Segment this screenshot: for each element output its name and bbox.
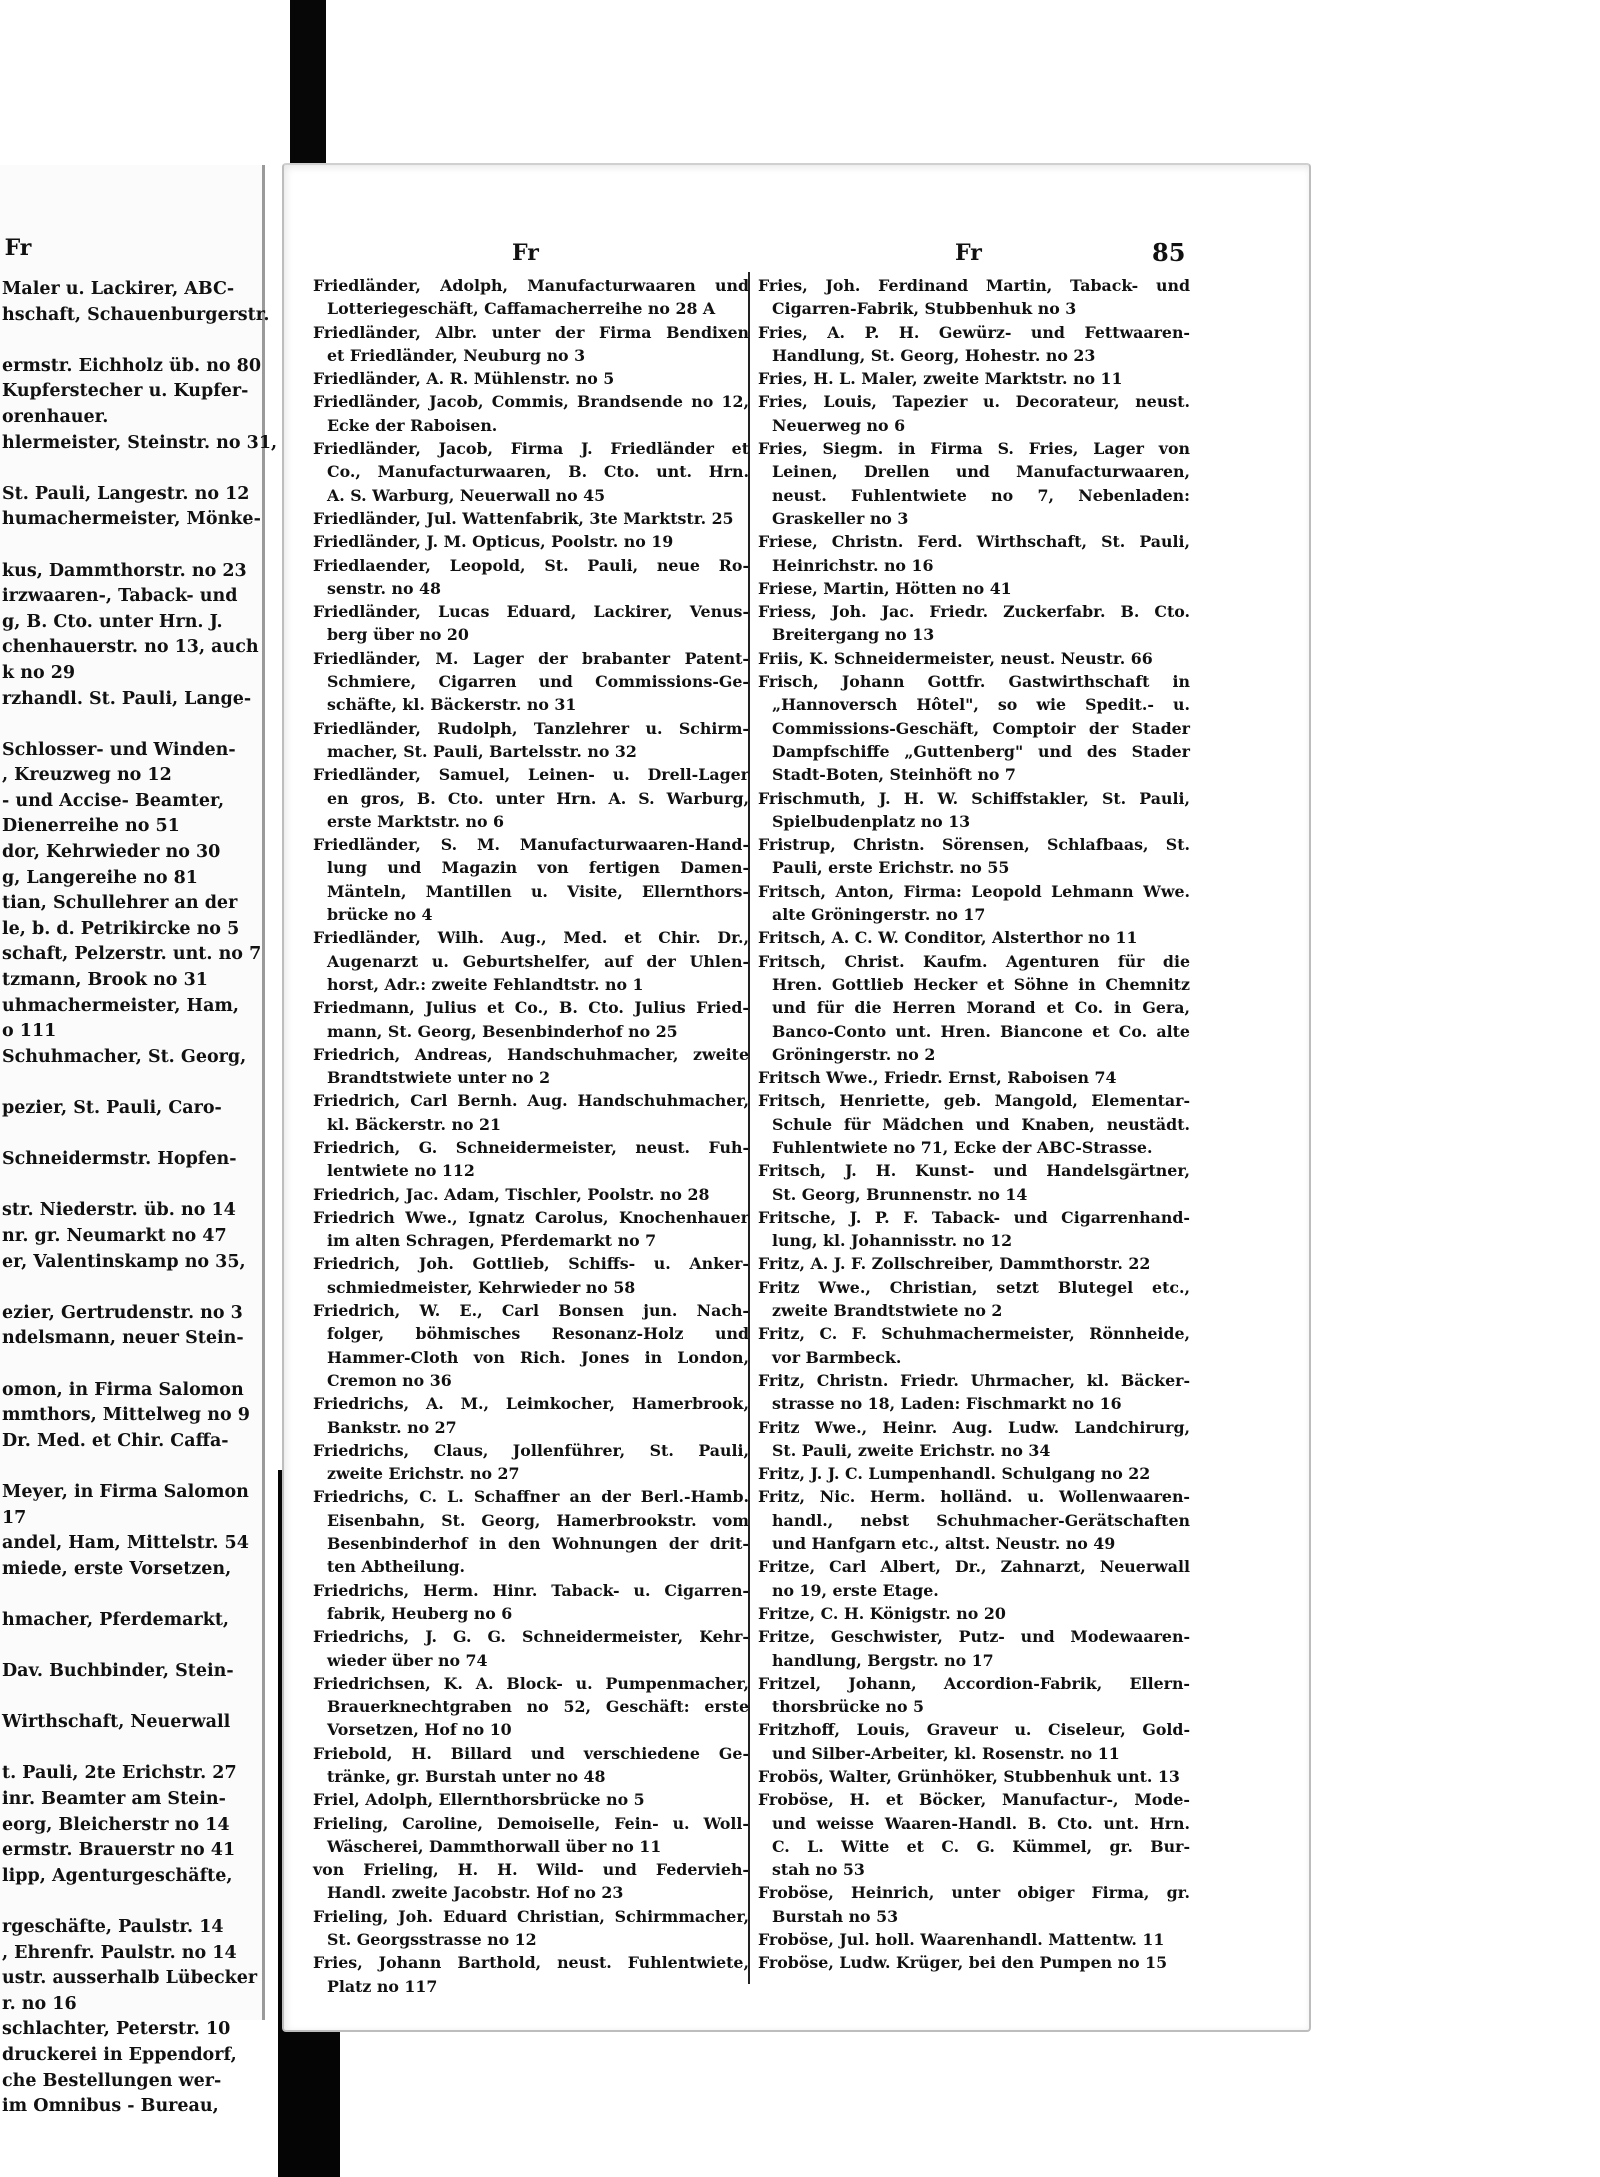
directory-entry: [758, 1066, 1190, 1089]
left-page-line: schaft, Pelzerstr. unt. no 7: [2, 944, 262, 965]
entry-continuation-line: und weisse Waaren-Handl. B. Cto. unt. Hrn.: [772, 1813, 1190, 1833]
directory-entry: [313, 717, 749, 764]
entry-continuation-line: Stadt-Boten, Steinhöft no 7: [772, 765, 1016, 785]
left-page-line: ermstr. Brauerstr no 41: [2, 1840, 236, 1861]
entry-continuation-line: Handl. zweite Jacobstr. Hof no 23: [327, 1883, 624, 1903]
directory-entry: [313, 1043, 749, 1090]
entry-continuation-line: St. Georg, Brunnenstr. no 14: [772, 1184, 1028, 1204]
entry-continuation-line: horst, Adr.: zweite Fehlandtstr. no 1: [327, 974, 644, 994]
entry-continuation-line: Eisenbahn, St. Georg, Hamerbrookstr. vom: [327, 1510, 749, 1530]
entry-name-line: Fritz Wwe., Christian, setzt Blutegel etc.,: [758, 1277, 1190, 1297]
entry-name-line: Fritsch, Henriette, geb. Mangold, Elementar-: [758, 1091, 1190, 1111]
entry-name-line: Friedländer, Jacob, Commis, Brandsende no 12,: [313, 392, 749, 412]
directory-entry: [758, 321, 1190, 368]
entry-continuation-line: und Hanfgarn etc., altst. Neustr. no 49: [772, 1534, 1116, 1554]
directory-entry: [313, 833, 749, 926]
entry-continuation-line: Bankstr. no 27: [327, 1417, 457, 1437]
entry-continuation-line: Brandtstwiete unter no 2: [327, 1068, 551, 1088]
directory-entry: [313, 274, 749, 321]
left-page-line: [2, 1736, 302, 1762]
left-page-line: er, Valentinskamp no 35,: [2, 1251, 246, 1272]
directory-entry: [758, 1252, 1190, 1275]
left-page-line: Dr. Med. et Chir. Caffa-: [2, 1430, 229, 1451]
entry-name-line: Friedländer, J. M. Opticus, Poolstr. no 19: [313, 532, 674, 552]
entry-name-line: Fritsch, Christ. Kaufm. Agenturen für die: [758, 951, 1190, 971]
entry-continuation-line: zweite Erichstr. no 27: [327, 1464, 520, 1484]
entry-name-line: Friedlaender, Leopold, St. Pauli, neue Ro-: [313, 555, 749, 575]
entry-continuation-line: en gros, B. Cto. unter Hrn. A. S. Warburg,: [327, 788, 749, 808]
left-page-line: , Ehrenfr. Paulstr. no 14: [2, 1942, 237, 1963]
directory-entry: [313, 530, 749, 553]
entry-name-line: Friess, Joh. Jac. Friedr. Zuckerfabr. B. Cto.: [758, 602, 1190, 622]
entry-continuation-line: tränke, gr. Burstah unter no 48: [327, 1767, 606, 1786]
directory-entry: [758, 1206, 1190, 1253]
left-page-line: t. Pauli, 2te Erichstr. 27: [2, 1763, 237, 1784]
entry-name-line: Froböse, Jul. holl. Waarenhandl. Mattentw. 11: [758, 1930, 1165, 1950]
directory-entry: [758, 1159, 1190, 1206]
directory-entry: [758, 437, 1190, 530]
left-page-line: hlermeister, Steinstr. no 31,: [2, 432, 278, 453]
entry-name-line: Fries, A. P. H. Gewürz- und Fettwaaren-: [758, 322, 1190, 342]
entry-name-line: Fritsch, J. H. Kunst- und Handelsgärtner,: [758, 1161, 1190, 1181]
left-page-line: - und Accise- Beamter,: [2, 790, 225, 811]
entry-continuation-line: Breitergang no 13: [772, 625, 935, 645]
left-page-line: im Omnibus - Bureau,: [2, 2096, 219, 2117]
entry-continuation-line: Graskeller no 3: [772, 508, 909, 528]
entry-name-line: Fries, Johann Barthold, neust. Fuhlentwiete,: [313, 1953, 749, 1973]
left-page-line: omon, in Firma Salomon: [2, 1379, 244, 1400]
entry-name-line: Fritz, Christn. Friedr. Uhrmacher, kl. Bäcker-: [758, 1370, 1190, 1390]
entry-name-line: Frobös, Walter, Grünhöker, Stubbenhuk unt. 13: [758, 1767, 1180, 1786]
directory-entry: [758, 787, 1190, 834]
directory-entry: [758, 1089, 1190, 1159]
left-page-line: o 111: [2, 1021, 57, 1042]
directory-entry: [758, 647, 1190, 670]
entry-name-line: Froböse, Heinrich, unter obiger Firma, gr.: [758, 1883, 1190, 1903]
entry-continuation-line: Spielbudenplatz no 13: [772, 811, 971, 831]
entry-continuation-line: Schule für Mädchen und Knaben, neustädt.: [772, 1114, 1190, 1134]
entry-name-line: Friedrich Wwe., Ignatz Carolus, Knochenhauer: [313, 1207, 749, 1227]
entry-continuation-line: senstr. no 48: [327, 578, 441, 598]
directory-entry: [758, 1928, 1190, 1951]
entry-name-line: Fritz, Nic. Herm. holländ. u. Wollenwaaren-: [758, 1487, 1190, 1507]
entry-name-line: Friedrichs, A. M., Leimkocher, Hamerbrook,: [313, 1394, 749, 1414]
entry-continuation-line: stah no 53: [772, 1860, 865, 1880]
entry-name-line: von Frieling, H. H. Wild- und Federvieh-: [313, 1860, 749, 1880]
left-page-line: schlachter, Peterstr. 10: [2, 2019, 231, 2040]
directory-entry: [313, 554, 749, 601]
entry-continuation-line: brücke no 4: [327, 905, 433, 925]
entry-name-line: Fritzhoff, Louis, Graveur u. Ciseleur, Gold-: [758, 1720, 1190, 1740]
left-page-line: St. Pauli, Langestr. no 12: [2, 483, 250, 504]
directory-entry: [313, 1812, 749, 1859]
entry-name-line: Friedrich, Carl Bernh. Aug. Handschuhmacher,: [313, 1091, 749, 1111]
entry-name-line: Fries, Joh. Ferdinand Martin, Taback- und: [758, 276, 1190, 295]
directory-entry: [758, 1322, 1190, 1369]
entry-name-line: Fritze, C. H. Königstr. no 20: [758, 1603, 1006, 1623]
entry-continuation-line: St. Pauli, zweite Erichstr. no 34: [772, 1440, 1051, 1460]
entry-continuation-line: kl. Bäckerstr. no 21: [327, 1114, 502, 1134]
entry-continuation-line: Gröningerstr. no 2: [772, 1044, 936, 1064]
left-page-line: hmacher, Pferdemarkt,: [2, 1609, 230, 1630]
directory-entry: [758, 1765, 1190, 1788]
entry-continuation-line: berg über no 20: [327, 625, 469, 645]
entry-continuation-line: Cigarren-Fabrik, Stubbenhuk no 3: [772, 299, 1077, 319]
entry-continuation-line: Vorsetzen, Hof no 10: [327, 1720, 512, 1740]
directory-entry: [758, 390, 1190, 437]
directory-entry: [313, 763, 749, 833]
directory-entry: [758, 880, 1190, 927]
entry-name-line: Fritze, Carl Albert, Dr., Zahnarzt, Neuerwall: [758, 1557, 1190, 1577]
entry-continuation-line: erste Marktstr. no 6: [327, 811, 504, 831]
entry-continuation-line: mann, St. Georg, Besenbinderhof no 25: [327, 1021, 678, 1041]
entry-name-line: Friedländer, Wilh. Aug., Med. et Chir. Dr.,: [313, 928, 749, 948]
entry-name-line: Friedländer, A. R. Mühlenstr. no 5: [313, 369, 615, 389]
entry-continuation-line: fabrik, Heuberg no 6: [327, 1603, 513, 1623]
left-page-line: [2, 1582, 302, 1608]
entry-name-line: Friedländer, Rudolph, Tanzlehrer u. Schirm-: [313, 718, 749, 738]
entry-continuation-line: Platz no 117: [327, 1976, 438, 1996]
entry-continuation-line: A. S. Warburg, Neuerwall no 45: [327, 485, 606, 505]
left-page-line: eorg, Bleicherstr no 14: [2, 1814, 230, 1835]
left-page-line: Maler u. Lackirer, ABC-: [2, 279, 235, 299]
entry-continuation-line: ten Abtheilung.: [327, 1557, 465, 1577]
directory-entry: [758, 577, 1190, 600]
left-page-line: orenhauer.: [2, 406, 109, 427]
directory-entry: [313, 1742, 749, 1789]
left-page-line: Dienerreihe no 51: [2, 816, 180, 837]
entry-name-line: Fritsche, J. P. F. Taback- und Cigarrenhand-: [758, 1207, 1190, 1227]
directory-entry: [313, 437, 749, 507]
entry-name-line: Friedrichs, J. G. G. Schneidermeister, Kehr-: [313, 1627, 749, 1647]
directory-entry: [758, 1788, 1190, 1881]
left-page-line: tian, Schullehrer an der: [2, 893, 238, 914]
entry-continuation-line: und für die Herren Morand et Co. in Gera,: [772, 998, 1190, 1018]
left-page-line: kus, Dammthorstr. no 23: [2, 560, 247, 581]
entry-continuation-line: folger, böhmisches Resonanz-Holz und: [327, 1324, 749, 1344]
left-page-line: Dav. Buchbinder, Stein-: [2, 1661, 234, 1682]
left-page-line: g, B. Cto. unter Hrn. J.: [2, 611, 223, 632]
entry-name-line: Friedrichs, C. L. Schaffner an der Berl.-Hamb.: [313, 1487, 749, 1507]
entry-name-line: Fristrup, Christn. Sörensen, Schlafbaas, St.: [758, 835, 1190, 855]
entry-continuation-line: Dampfschiffe „Guttenberg" und des Stader: [772, 741, 1190, 761]
entry-continuation-line: lentwiete no 112: [327, 1161, 475, 1181]
left-page-line: [2, 1173, 302, 1199]
entry-continuation-line: zweite Brandtstwiete no 2: [772, 1301, 1003, 1321]
entry-continuation-line: schäfte, kl. Bäckerstr. no 31: [327, 695, 577, 715]
entry-continuation-line: Pauli, erste Erichstr. no 55: [772, 858, 1010, 878]
directory-entry: [758, 367, 1190, 390]
entry-continuation-line: vor Barmbeck.: [772, 1347, 902, 1367]
left-page-line: irzwaaren-, Taback- und: [2, 586, 238, 607]
entry-name-line: Fries, Louis, Tapezier u. Decorateur, neust.: [758, 392, 1190, 412]
entry-continuation-line: im alten Schragen, Pferdemarkt no 7: [327, 1231, 657, 1251]
running-header-center: Fr: [512, 240, 539, 266]
entry-name-line: Fritsch, A. C. W. Conditor, Alsterthor no 11: [758, 928, 1138, 948]
directory-entry: [758, 1672, 1190, 1719]
entry-continuation-line: und Silber-Arbeiter, kl. Rosenstr. no 11: [772, 1743, 1120, 1763]
entry-continuation-line: handlung, Bergstr. no 17: [772, 1650, 994, 1670]
directory-entry: [758, 1555, 1190, 1602]
entry-name-line: Friedrich, Andreas, Handschuhmacher, zweite: [313, 1044, 749, 1064]
entry-name-line: Friebold, H. Billard und verschiedene Ge-: [313, 1743, 749, 1763]
entry-name-line: Frischmuth, J. H. W. Schiffstakler, St. Pauli,: [758, 788, 1190, 808]
left-page-line: pezier, St. Pauli, Caro-: [2, 1098, 222, 1118]
directory-entry: [313, 1439, 749, 1486]
entry-name-line: Fritz, C. F. Schuhmachermeister, Rönnheide,: [758, 1324, 1190, 1344]
entry-continuation-line: lung, kl. Johannisstr. no 12: [772, 1231, 1013, 1251]
left-page-line: hschaft, Schauenburgerstr.: [2, 304, 270, 325]
directory-entry: [758, 1625, 1190, 1672]
directory-entry: [313, 1206, 749, 1253]
directory-entry: [313, 1392, 749, 1439]
left-page-line: [2, 328, 302, 354]
left-page-text: [2, 277, 302, 2120]
left-page-line: humachermeister, Mönke-: [2, 509, 261, 530]
left-page-line: mmthors, Mittelweg no 9: [2, 1405, 250, 1426]
entry-name-line: Fritze, Geschwister, Putz- und Modewaaren-: [758, 1627, 1190, 1647]
entry-continuation-line: Co., Manufacturwaaren, B. Cto. unt. Hrn.: [327, 462, 749, 482]
entry-name-line: Friedländer, Albr. unter der Firma Bendixen: [313, 322, 749, 342]
left-page-line: inr. Beamter am Stein-: [2, 1789, 226, 1810]
entry-continuation-line: lung und Magazin von fertigen Damen-: [327, 858, 749, 878]
entry-name-line: Friedrichs, Herm. Hinr. Taback- u. Cigarren-: [313, 1580, 749, 1600]
directory-entry: [313, 1672, 749, 1742]
entry-name-line: Frieling, Caroline, Demoiselle, Fein- u. Woll-: [313, 1813, 749, 1833]
entry-name-line: Friedländer, Adolph, Manufacturwaaren und: [313, 276, 749, 295]
left-page-line: [2, 1889, 302, 1915]
left-page-line: ezier, Gertrudenstr. no 3: [2, 1302, 243, 1323]
left-page-line: , Kreuzweg no 12: [2, 765, 172, 786]
directory-column-right: [758, 274, 1190, 1975]
left-page-line: ermstr. Eichholz üb. no 80: [2, 355, 262, 376]
left-page-line: [2, 1454, 302, 1480]
left-page-line: [2, 1070, 302, 1096]
directory-entry: [758, 1602, 1190, 1625]
left-page-line: 17: [2, 1507, 27, 1528]
left-page-line: rzhandl. St. Pauli, Lange-: [2, 688, 252, 709]
directory-entry: [313, 1136, 749, 1183]
directory-entry: [758, 833, 1190, 880]
left-page-line: [2, 1352, 302, 1378]
entry-name-line: Fritz, A. J. F. Zollschreiber, Dammthorstr. 22: [758, 1254, 1151, 1274]
directory-entry: [313, 1183, 749, 1206]
directory-entry: [313, 647, 749, 717]
directory-entry: [313, 996, 749, 1043]
entry-name-line: Fries, H. L. Maler, zweite Marktstr. no 11: [758, 369, 1123, 389]
entry-continuation-line: wieder über no 74: [327, 1650, 488, 1670]
directory-entry: [313, 1625, 749, 1672]
entry-continuation-line: Fuhlentwiete no 71, Ecke der ABC-Strasse.: [772, 1137, 1153, 1157]
entry-continuation-line: Besenbinderhof in den Wohnungen der drit-: [327, 1534, 749, 1554]
entry-continuation-line: Hren. Gottlieb Hecker et Söhne in Chemnitz: [772, 974, 1190, 994]
left-page-line: lipp, Agenturgeschäfte,: [2, 1865, 233, 1886]
entry-name-line: Friel, Adolph, Ellernthorsbrücke no 5: [313, 1790, 645, 1810]
left-page-line: dor, Kehrwieder no 30: [2, 842, 221, 863]
directory-entry: [758, 1369, 1190, 1416]
directory-entry: [758, 1485, 1190, 1555]
entry-name-line: Friedrich, W. E., Carl Bonsen jun. Nach-: [313, 1301, 749, 1321]
directory-entry: [313, 1951, 749, 1998]
directory-entry: [758, 1951, 1190, 1974]
directory-entry: [313, 507, 749, 530]
entry-continuation-line: „Hannoversch Hôtel", so wie Spedit.- u.: [772, 695, 1190, 715]
entry-continuation-line: no 19, erste Etage.: [772, 1580, 939, 1600]
left-page-line: [2, 1275, 302, 1301]
entry-name-line: Frisch, Johann Gottfr. Gastwirthschaft in: [758, 672, 1190, 692]
directory-entry: [758, 670, 1190, 786]
entry-continuation-line: Heinrichstr. no 16: [772, 555, 934, 575]
entry-name-line: Fritz, J. J. C. Lumpenhandl. Schulgang no 22: [758, 1464, 1151, 1484]
entry-name-line: Friis, K. Schneidermeister, neust. Neustr. 66: [758, 648, 1153, 668]
directory-entry: [758, 1881, 1190, 1928]
entry-name-line: Friedländer, Samuel, Leinen- u. Drell-Lager: [313, 765, 749, 785]
entry-name-line: Friedrichsen, K. A. Block- u. Pumpenmacher,: [313, 1673, 749, 1693]
directory-entry: [313, 367, 749, 390]
entry-continuation-line: Burstah no 53: [772, 1906, 899, 1926]
left-page-line: Schneidermstr. Hopfen-: [2, 1149, 237, 1170]
left-page-line: rgeschäfte, Paulstr. 14: [2, 1917, 224, 1937]
directory-column-left: [313, 274, 749, 1998]
left-page-line: [2, 456, 302, 482]
entry-continuation-line: schmiedmeister, Kehrwieder no 58: [327, 1277, 636, 1297]
directory-entry: [313, 926, 749, 996]
left-page-line: [2, 1685, 302, 1711]
left-page-line: miede, erste Vorsetzen,: [2, 1558, 232, 1579]
entry-continuation-line: et Friedländer, Neuburg no 3: [327, 345, 586, 365]
entry-name-line: Friedmann, Julius et Co., B. Cto. Julius Fried-: [313, 998, 749, 1018]
left-page-line: ndelsmann, neuer Stein-: [2, 1328, 244, 1349]
entry-name-line: Friedrich, Joh. Gottlieb, Schiffs- u. Anker-: [313, 1254, 749, 1274]
entry-continuation-line: C. L. Witte et C. G. Kümmel, gr. Bur-: [772, 1836, 1190, 1856]
entry-continuation-line: Commissions-Geschäft, Comptoir der Stader: [772, 718, 1190, 738]
left-page-line: andel, Ham, Mittelstr. 54: [2, 1533, 249, 1554]
entry-name-line: Friese, Martin, Hötten no 41: [758, 578, 1012, 598]
directory-entry: [313, 390, 749, 437]
directory-entry: [758, 600, 1190, 647]
entry-continuation-line: Hammer-Cloth von Rich. Jones in London,: [327, 1347, 749, 1367]
directory-entry: [758, 926, 1190, 949]
left-page-line: ustr. ausserhalb Lübecker: [2, 1968, 258, 1989]
directory-entry: [313, 1299, 749, 1392]
directory-entry: [758, 1416, 1190, 1463]
left-page-line: che Bestellungen wer-: [2, 2070, 222, 2091]
directory-entry: [758, 530, 1190, 577]
running-header-right: Fr: [955, 240, 982, 266]
page-number: 85: [1152, 238, 1186, 267]
left-page-line: [2, 1122, 302, 1148]
entry-continuation-line: handl., nebst Schuhmacher-Gerätschaften: [772, 1510, 1190, 1530]
directory-entry: [313, 1485, 749, 1578]
entry-name-line: Fritsch Wwe., Friedr. Ernst, Raboisen 74: [758, 1068, 1117, 1088]
directory-entry: [313, 1788, 749, 1811]
left-page-line: [2, 712, 302, 738]
directory-entry: [313, 1905, 749, 1952]
entry-name-line: Friedrichs, Claus, Jollenführer, St. Pauli,: [313, 1440, 749, 1460]
left-page-line: le, b. d. Petrikircke no 5: [2, 918, 240, 939]
left-page-line: [2, 533, 302, 559]
left-page-line: druckerei in Eppendorf,: [2, 2044, 237, 2065]
directory-entry: [758, 1276, 1190, 1323]
left-page-header: Fr: [4, 235, 32, 261]
left-page-line: Schuhmacher, St. Georg,: [2, 1046, 247, 1067]
entry-continuation-line: Augenarzt u. Geburtshelfer, auf der Uhlen-: [327, 951, 749, 971]
entry-continuation-line: thorsbrücke no 5: [772, 1697, 925, 1717]
left-page-line: g, Langereihe no 81: [2, 867, 198, 888]
directory-entry: [758, 1462, 1190, 1485]
entry-continuation-line: Handlung, St. Georg, Hohestr. no 23: [772, 345, 1096, 365]
entry-continuation-line: macher, St. Pauli, Bartelsstr. no 32: [327, 741, 637, 761]
entry-name-line: Friedländer, S. M. Manufacturwaaren-Hand-: [313, 835, 749, 855]
left-page-line: nr. gr. Neumarkt no 47: [2, 1225, 227, 1246]
entry-continuation-line: neust. Fuhlentwiete no 7, Nebenladen:: [772, 485, 1190, 505]
left-page-line: str. Niederstr. üb. no 14: [2, 1200, 236, 1221]
left-page-line: [2, 1633, 302, 1659]
entry-continuation-line: Leinen, Drellen und Manufacturwaaren,: [772, 462, 1190, 482]
left-page: [0, 165, 278, 2117]
entry-continuation-line: alte Gröningerstr. no 17: [772, 905, 986, 925]
left-page-line: chenhauerstr. no 13, auch: [2, 637, 259, 658]
entry-continuation-line: Cremon no 36: [327, 1370, 452, 1390]
directory-entry: [313, 321, 749, 368]
entry-continuation-line: Schmiere, Cigarren und Commissions-Ge-: [327, 672, 749, 692]
directory-entry: [758, 274, 1190, 321]
entry-name-line: Friedrich, Jac. Adam, Tischler, Poolstr. no 28: [313, 1184, 710, 1204]
entry-name-line: Friese, Christn. Ferd. Wirthschaft, St. Pauli,: [758, 532, 1190, 552]
directory-entry: [758, 950, 1190, 1066]
left-page-line: uhmachermeister, Ham,: [2, 995, 240, 1016]
entry-continuation-line: strasse no 18, Laden: Fischmarkt no 16: [772, 1394, 1122, 1414]
directory-entry: [758, 1718, 1190, 1765]
entry-continuation-line: Banco-Conto unt. Hren. Biancone et Co. alte: [772, 1021, 1190, 1041]
entry-name-line: Froböse, H. et Böcker, Manufactur-, Mode-: [758, 1790, 1190, 1810]
left-page-line: r. no 16: [2, 1993, 77, 2014]
entry-name-line: Friedländer, M. Lager der brabanter Patent-: [313, 648, 749, 668]
entry-continuation-line: St. Georgsstrasse no 12: [327, 1930, 537, 1950]
entry-name-line: Froböse, Ludw. Krüger, bei den Pumpen no 15: [758, 1953, 1168, 1973]
entry-name-line: Friedrich, G. Schneidermeister, neust. Fuh-: [313, 1137, 749, 1157]
entry-continuation-line: Ecke der Raboisen.: [327, 415, 498, 435]
entry-name-line: Friedländer, Lucas Eduard, Lackirer, Venus-: [313, 602, 749, 622]
entry-continuation-line: Mänteln, Mantillen u. Visite, Ellernthors-: [327, 881, 749, 901]
left-page-line: Schlosser- und Winden-: [2, 739, 236, 760]
directory-entry: [313, 1858, 749, 1905]
entry-name-line: Frieling, Joh. Eduard Christian, Schirmmacher,: [313, 1906, 749, 1926]
entry-continuation-line: Neuerweg no 6: [772, 415, 906, 435]
entry-name-line: Fritzel, Johann, Accordion-Fabrik, Ellern-: [758, 1673, 1190, 1693]
directory-entry: [313, 1579, 749, 1626]
left-page-line: Wirthschaft, Neuerwall: [2, 1712, 231, 1733]
left-page-line: Kupferstecher u. Kupfer-: [2, 381, 249, 402]
entry-name-line: Fries, Siegm. in Firma S. Fries, Lager von: [758, 439, 1190, 459]
left-page-line: Meyer, in Firma Salomon: [2, 1481, 249, 1502]
left-page-line: k no 29: [2, 662, 76, 683]
left-page-line: tzmann, Brook no 31: [2, 970, 208, 991]
entry-continuation-line: Brauerknechtgraben no 52, Geschäft: erste: [327, 1697, 749, 1717]
directory-entry: [313, 1089, 749, 1136]
entry-name-line: Friedländer, Jacob, Firma J. Friedländer et: [313, 439, 749, 459]
entry-continuation-line: Wäscherei, Dammthorwall über no 11: [327, 1836, 662, 1856]
entry-name-line: Friedländer, Jul. Wattenfabrik, 3te Marktstr. 25: [313, 508, 734, 528]
directory-entry: [313, 600, 749, 647]
entry-name-line: Fritsch, Anton, Firma: Leopold Lehmann Wwe.: [758, 881, 1190, 901]
directory-entry: [313, 1252, 749, 1299]
entry-name-line: Fritz Wwe., Heinr. Aug. Ludw. Landchirurg,: [758, 1417, 1190, 1437]
entry-continuation-line: Lotteriegeschäft, Caffamacherreihe no 28 A: [327, 299, 716, 319]
